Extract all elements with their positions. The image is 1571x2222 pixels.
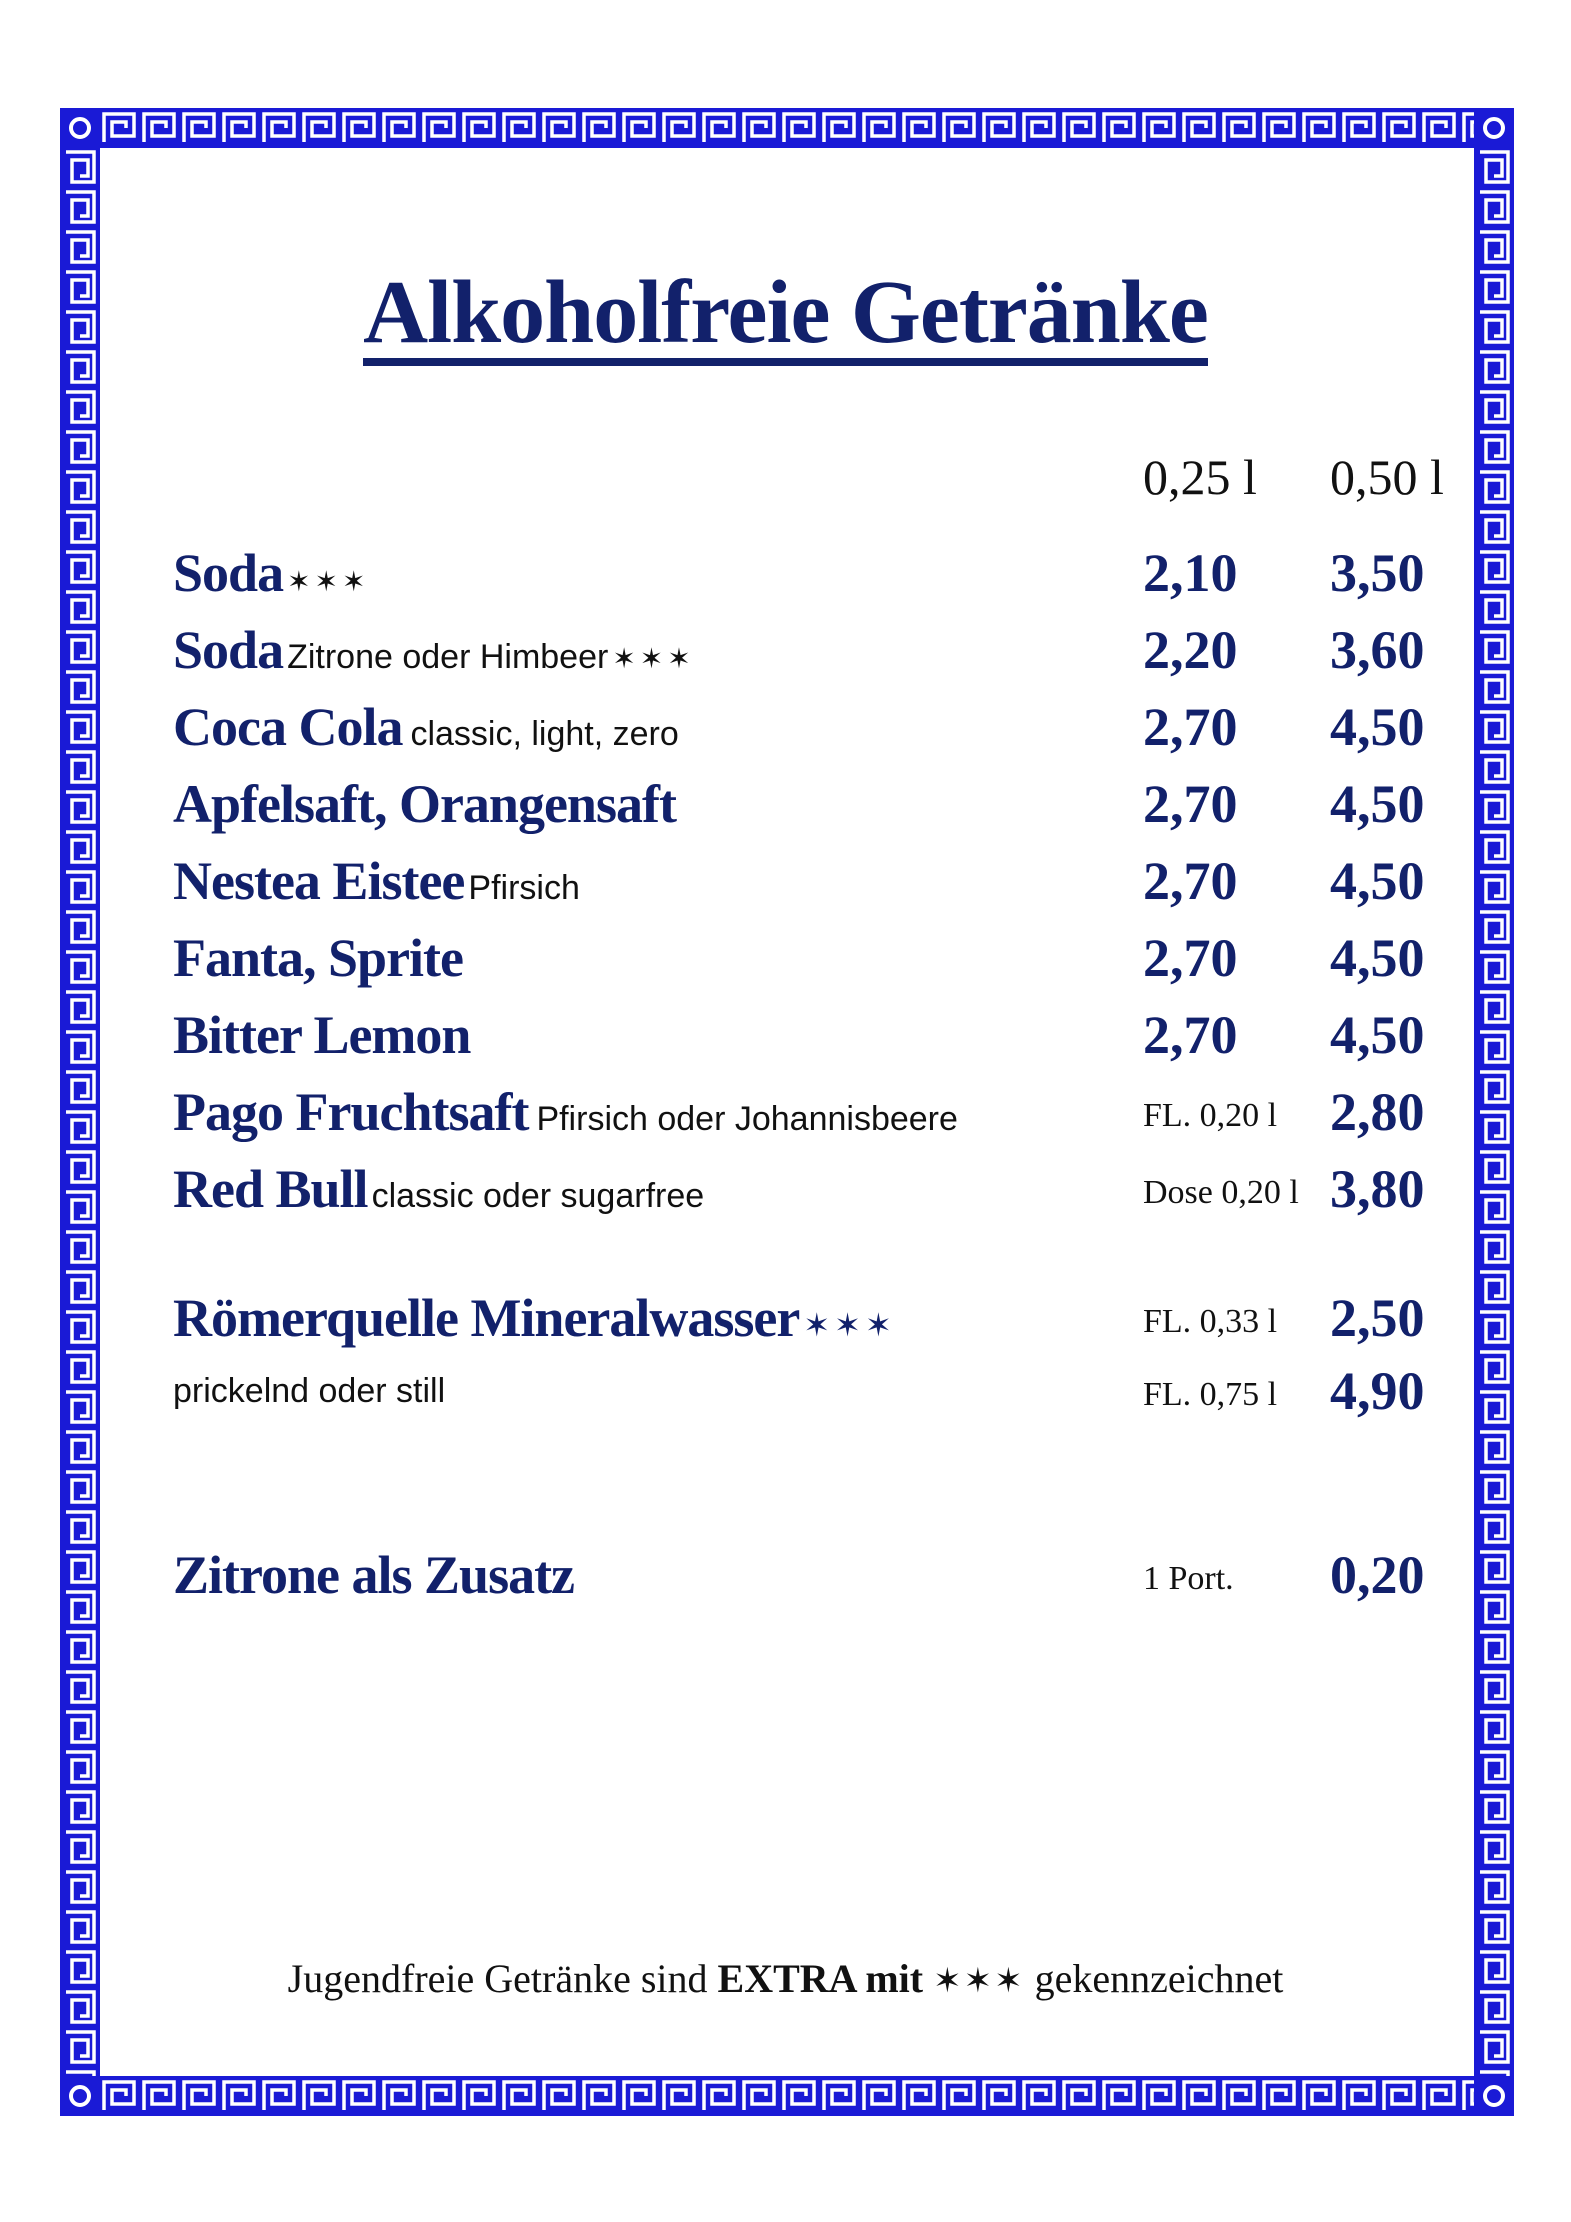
item-unit: 1 Port. [1143,1560,1234,1597]
menu-item [173,838,1473,911]
menu-item [173,684,1473,757]
price-small: 2,70 [1143,1005,1238,1065]
price-large: 3,50 [1330,543,1425,603]
menu-item [173,992,1473,1065]
menu-item [173,1146,1473,1219]
stars-icon: ✶✶✶ [612,642,695,675]
price-large: 3,60 [1330,620,1425,680]
item-unit: FL. 0,75 l [1143,1376,1278,1413]
footer-note: Jugendfreie Getränke sind EXTRA mit ✶✶✶ gekennzeichnet [287,1956,1284,2001]
item-unit: Dose 0,20 l [1143,1174,1299,1211]
menu-item-mineral [173,1275,1473,1348]
item-name: Soda [173,543,284,603]
price-large: 4,50 [1330,697,1425,757]
menu-item-mineral-large [173,1348,1473,1421]
item-name: Zitrone als Zusatz [173,1545,575,1605]
border-right [1474,108,1514,2116]
item-name: Red Bull [173,1159,368,1219]
item-description: Zitrone oder Himbeer [287,638,609,676]
item-description: Pfirsich [468,869,580,907]
price-small: 2,70 [1143,697,1238,757]
price-large: 4,90 [1330,1361,1425,1421]
price-large: 4,50 [1330,774,1425,834]
border-corner [1474,108,1514,148]
item-name: Bitter Lemon [173,1005,471,1065]
price-large: 2,50 [1330,1288,1425,1348]
price-small: 2,70 [1143,928,1238,988]
price-large: 2,80 [1330,1082,1425,1142]
item-name: Apfelsaft, Orangensaft [173,774,676,834]
menu-item [173,1069,1473,1142]
item-name: Soda [173,620,284,680]
stars-icon: ✶✶✶ [287,565,370,598]
border-left [60,108,100,2116]
item-name: Römerquelle Mineralwasser [173,1288,800,1348]
price-small: 2,70 [1143,774,1238,834]
menu-item [173,607,1473,680]
stars-icon: ✶✶✶ [933,1961,1025,2001]
item-name: Pago Fruchtsaft [173,1082,529,1142]
price-large: 4,50 [1330,851,1425,911]
border-corner [1474,2076,1514,2116]
item-description: Pfirsich oder Johannisbeere [536,1100,958,1138]
item-unit: FL. 0,20 l [1143,1097,1278,1134]
menu-item [173,915,1473,988]
column-header-large: 0,50 l [1330,449,1444,505]
border-top [60,108,1514,148]
item-unit: FL. 0,33 l [1143,1303,1278,1340]
item-description: classic oder sugarfree [371,1177,705,1215]
item-name: Nestea Eistee [173,851,465,911]
price-large: 3,80 [1330,1159,1425,1219]
border-bottom [60,2076,1514,2116]
price-large: 0,20 [1330,1545,1425,1605]
menu-item [173,530,1473,603]
price-small: 2,10 [1143,543,1238,603]
price-large: 4,50 [1330,928,1425,988]
border-corner [60,2076,100,2116]
menu-item-lemon [173,1532,1473,1605]
border-corner [60,108,100,148]
stars-icon: ✶✶✶ [803,1306,896,1344]
price-small: 2,70 [1143,851,1238,911]
price-small: 2,20 [1143,620,1238,680]
item-name: Fanta, Sprite [173,928,463,988]
column-header-small: 0,25 l [1143,449,1257,505]
item-description: prickelnd oder still [173,1372,446,1410]
menu-title: Alkoholfreie Getränke [0,268,1571,366]
item-name: Coca Cola [173,697,403,757]
menu-item [173,761,1473,834]
item-description: classic, light, zero [410,715,679,753]
price-large: 4,50 [1330,1005,1425,1065]
